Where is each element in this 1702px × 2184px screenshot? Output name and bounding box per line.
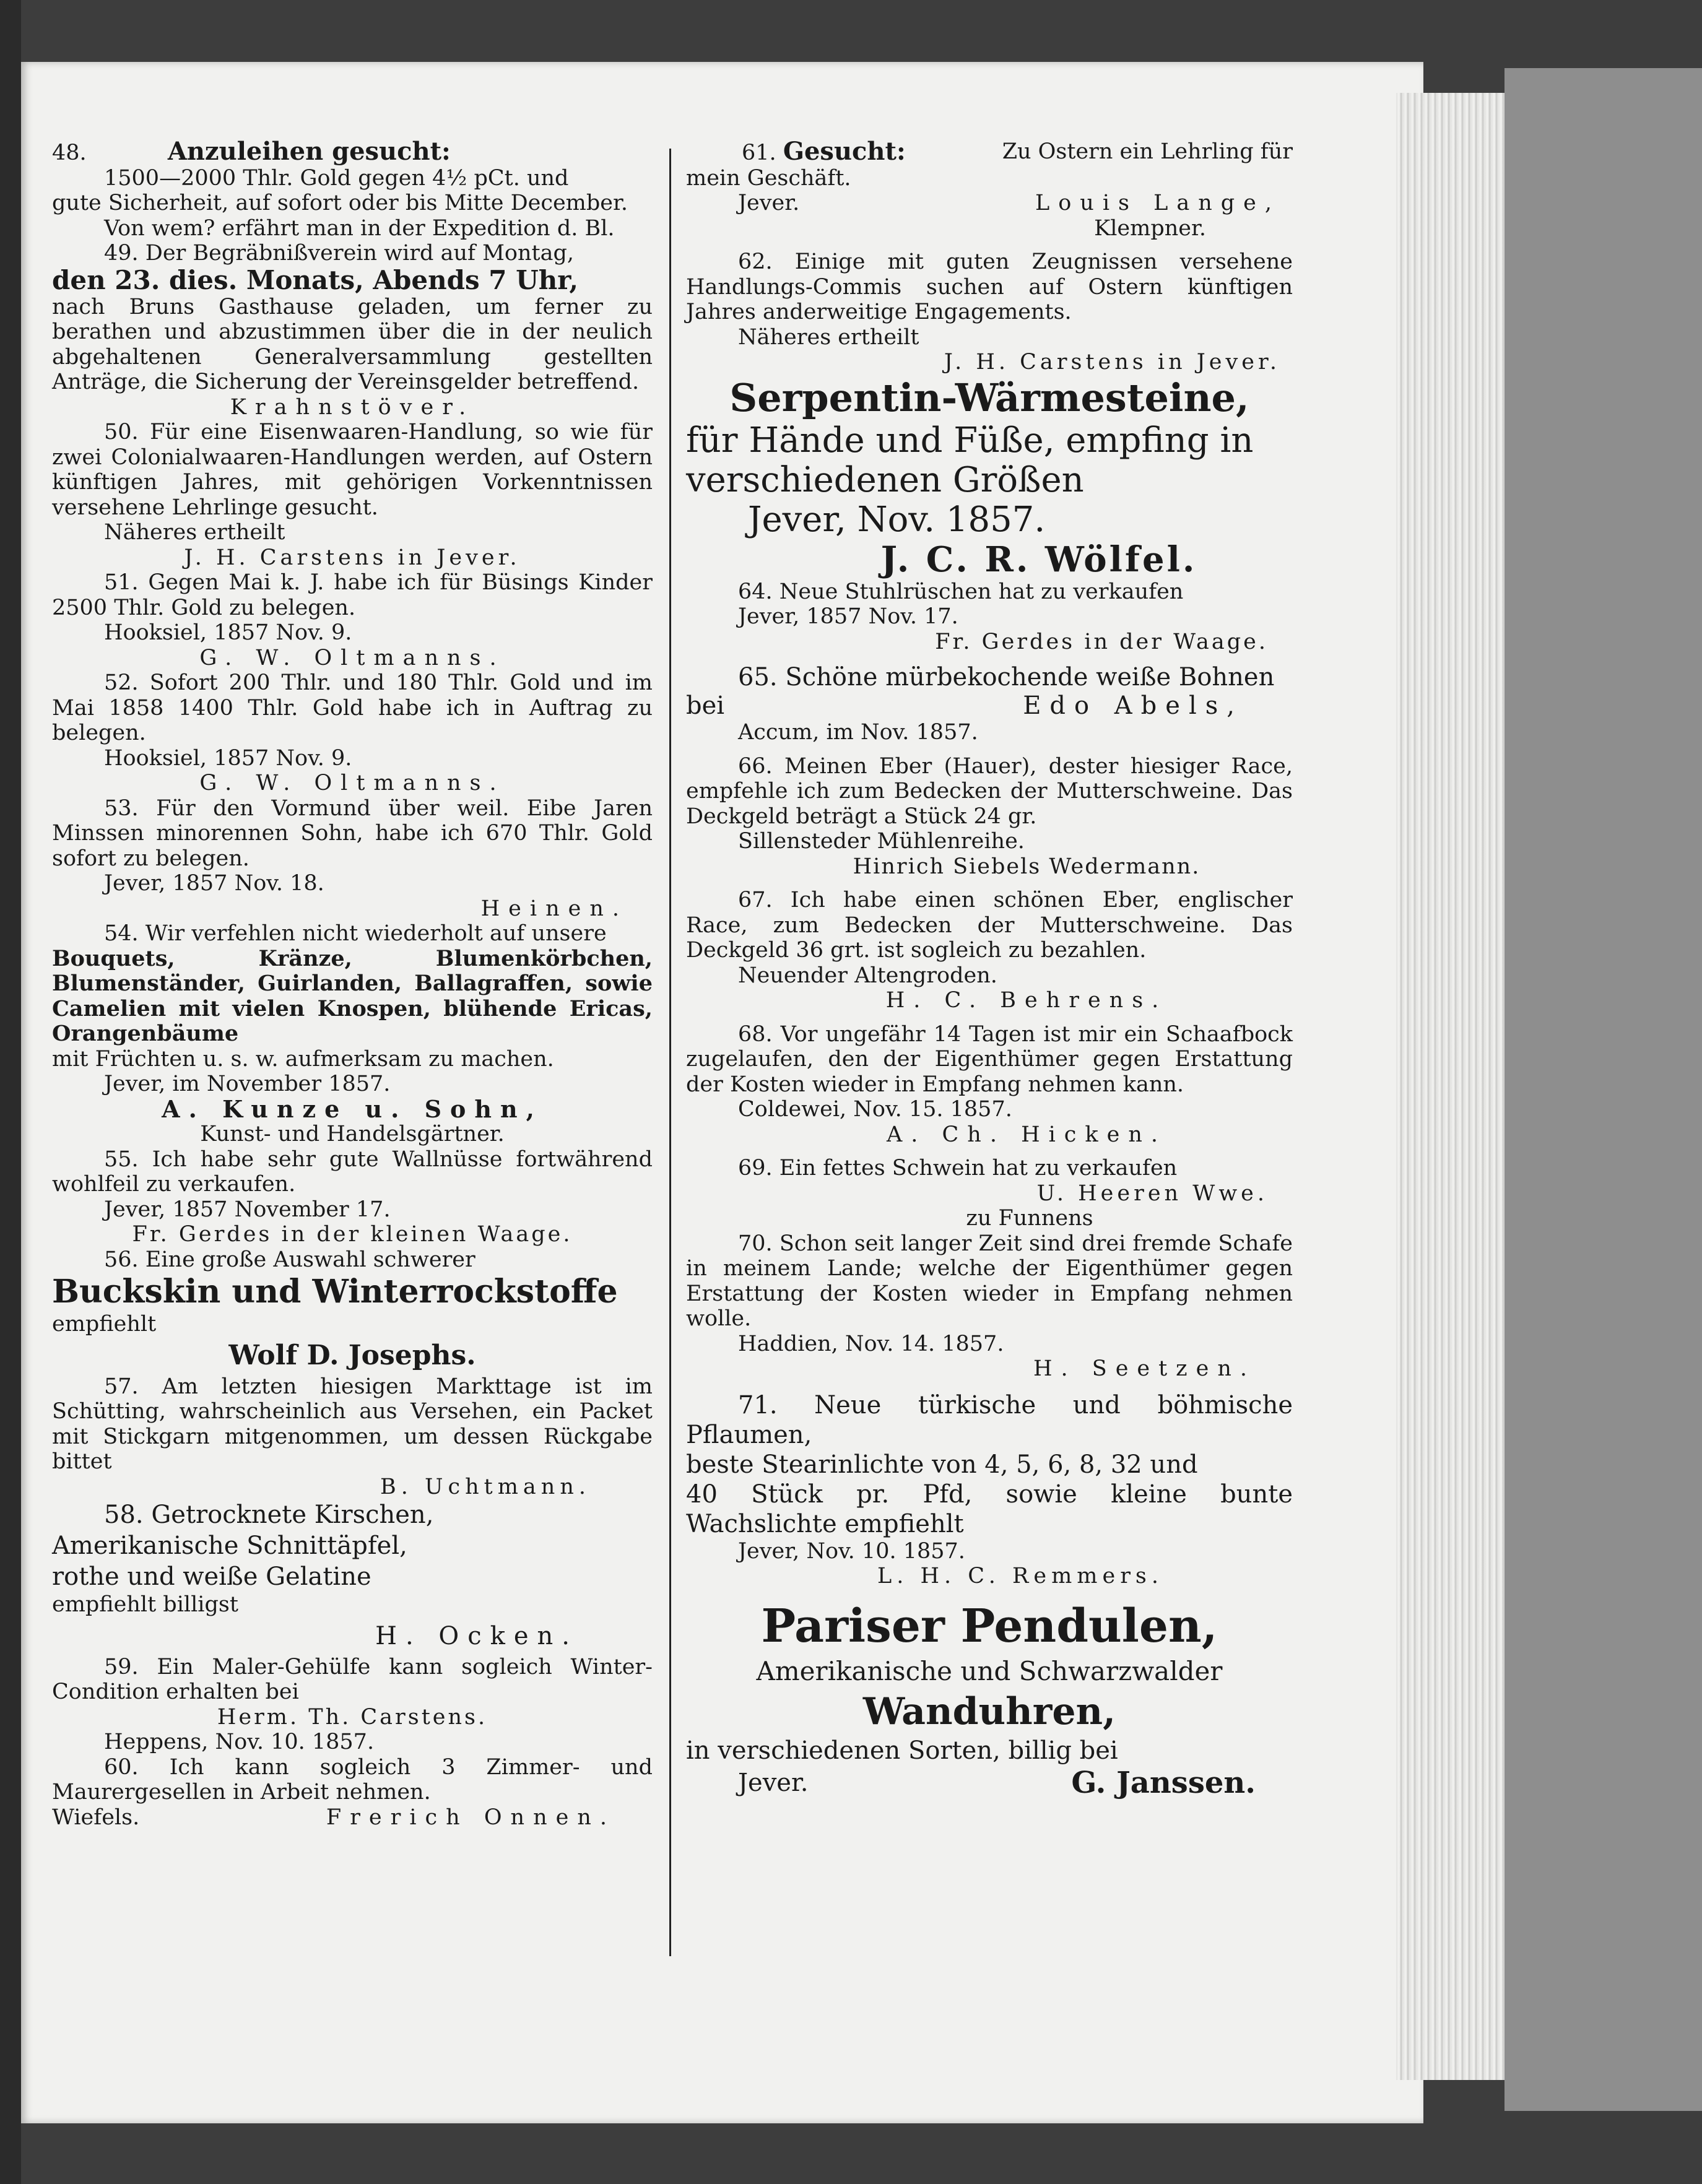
- ad-56: 56. Eine große Auswahl schwerer Buckskin und Winterrockstoffe empfiehlt Wolf D. Josephs.: [52, 1247, 618, 1371]
- ad-61-title: Gesucht:: [783, 137, 906, 166]
- ad-60: 60. Ich kann sogleich 3 Zimmer- und Maurergesellen in Arbeit nehmen. Wiefels. Frerich Onnen.: [52, 1754, 653, 1830]
- ad-72-signature: G. Janssen.: [1071, 1765, 1256, 1800]
- ad-64: 64. Neue Stuhlrüschen hat zu verkaufen Jever, 1857 Nov. 17. Fr. Gerdes in der Waage.: [738, 579, 1268, 654]
- ad-62: 62. Einige mit guten Zeugnissen versehene Handlungs-Commis suchen auf Ostern künftigen Jahres anderweitige Engagements. Näheres ertheilt J. H. Carstens in Jever.: [686, 249, 1293, 375]
- ad-68: 68. Vor ungefähr 14 Tagen ist mir ein Schaafbock zugelaufen, den der Eigenthümer gegen Erstattung der Kosten wieder in Empfang nehmen kann. Coldewei, Nov. 15. 1857. A. Ch. Hicken.: [686, 1021, 1293, 1147]
- right-column: [686, 139, 1293, 1800]
- ad-61: 61. Gesucht: Zu Ostern ein Lehrling für mein Geschäft. Jever. Louis Lange, Klempner.: [686, 137, 1293, 241]
- ad-60-place: Wiefels.: [52, 1805, 140, 1830]
- ad-50: 50. Für eine Eisenwaaren-Handlung, so wie für zwei Colonialwaaren-Handlungen werden, auf Ostern künftigen Jahres, mit gehörigen Vorkenntnissen versehene Lehrlinge gesucht. Näheres ertheilt J. H. Carstens in Jever.: [52, 420, 653, 570]
- ad-48: 48. Anzuleihen gesucht: 1500—2000 Thlr. Gold gegen 4½ pCt. und gute Sicherheit, auf sofort oder bis Mitte December. Von wem? erfährt man in der Expedition d. Bl.: [52, 137, 628, 241]
- ad-65-signature: Edo Abels,: [1023, 691, 1243, 720]
- ad-58: 58. Getrocknete Kirschen, Amerikanische Schnittäpfel, rothe und weiße Gelatine empfiehlt billigst H. Ocken.: [52, 1501, 578, 1650]
- ad-69: 69. Ein fettes Schwein hat zu verkaufen U. Heeren Wwe. zu Funnens: [738, 1156, 1268, 1231]
- ad-70: 70. Schon seit langer Zeit sind drei fremde Schafe in meinem Lande; welche der Eigenthümer gegen Erstattung der Kosten wieder in Empfang nehmen wolle. Haddien, Nov. 14. 1857. H. Seetzen.: [686, 1231, 1293, 1381]
- ad-52: 52. Sofort 200 Thlr. und 180 Thlr. Gold und im Mai 1858 1400 Thlr. Gold habe ich in Auftrag zu belegen. Hooksiel, 1857 Nov. 9. G. W. Oltmanns.: [52, 670, 653, 795]
- ad-67: 67. Ich habe einen schönen Eber, englischer Race, zum Bedecken der Mutterschweine. Das Deckgeld 36 grt. ist sogleich zu bezahlen. Neuender Altengroden. H. C. Behrens.: [686, 888, 1293, 1013]
- ad-65: 65. Schöne mürbekochende weiße Bohnen bei Edo Abels, Accum, im Nov. 1857.: [686, 663, 1293, 745]
- column-divider: [669, 149, 671, 1956]
- ad-60-signature: Frerich Onnen.: [326, 1805, 615, 1830]
- ad-53: 53. Für den Vormund über weil. Eibe Jaren Minssen minorennen Sohn, habe ich 670 Thlr. Gold sofort zu belegen. Jever, 1857 Nov. 18. Heinen.: [52, 795, 653, 921]
- ad-61-rest: Zu Ostern ein Lehrling für: [1002, 139, 1293, 164]
- ad-65-bei: bei: [686, 691, 725, 720]
- ad-63: Serpentin-Wärmesteine, für Hände und Füße, empfing in verschiedenen Größen Jever, Nov. 1857. J. C. R. Wölfel.: [686, 375, 1254, 580]
- ad-61-num: 61.: [742, 141, 776, 165]
- book-spine-shadow: [0, 0, 21, 2184]
- ad-61-signature: Louis Lange,: [1035, 191, 1280, 215]
- ad-59: 59. Ein Maler-Gehülfe kann sogleich Winter-Condition erhalten bei Herm. Th. Carstens. Heppens, Nov. 10. 1857.: [52, 1654, 653, 1754]
- page-stack-edge: [1396, 93, 1506, 2080]
- left-column: [52, 139, 653, 1830]
- ad-66: 66. Meinen Eber (Hauer), dester hiesiger Race, empfehle ich zum Bedecken der Mutterschweine. Das Deckgeld beträgt a Stück 24 gr. Sillensteder Mühlenreihe. Hinrich Siebels Wedermann.: [686, 753, 1293, 879]
- ad-72-place: Jever.: [738, 1768, 809, 1797]
- ad-51: 51. Gegen Mai k. J. habe ich für Büsings Kinder 2500 Thlr. Gold zu belegen. Hooksiel, 1857 Nov. 9. G. W. Oltmanns.: [52, 570, 653, 670]
- ad-72: Pariser Pendulen, Amerikanische und Schwarzwalder Wanduhren, in verschiedenen Sorten, billig bei Jever. G. Janssen.: [686, 1598, 1293, 1800]
- ad-54: 54. Wir verfehlen nicht wiederholt auf unsere Bouquets, Kränze, Blumenkörbchen, Blumenständer, Guirlanden, Ballagraffen, sowie Camelien mit vielen Knospen, blühende Ericas, Orangenbäume mit Früchten u. s. w. aufmerksam zu machen. Jever, im November 1857. A. Kunze u. Sohn, Kunst- und Handelsgärtner.: [52, 921, 653, 1146]
- ad-55: 55. Ich habe sehr gute Wallnüsse fortwährend wohlfeil zu verkaufen. Jever, 1857 November 17. Fr. Gerdes in der kleinen Waage.: [52, 1146, 653, 1247]
- ad-57: 57. Am letzten hiesigen Markttage ist im Schütting, wahrscheinlich aus Versehen, ein Packet mit Stickgarn mitgenommen, um dessen Rückgabe bittet B. Uchtmann.: [52, 1374, 653, 1499]
- book-cover: [1504, 68, 1702, 2111]
- ad-49: 49. Der Begräbnißverein wird auf Montag, den 23. dies. Monats, Abends 7 Uhr, nach Bruns Gasthause geladen, um ferner zu berathen und abzustimmen über die in der neulich abgehaltenen Generalversammlung gestellten Anträge, die Sicherung der Vereinsgelder betreffend. Krahnstöver.: [52, 241, 653, 420]
- ad-61-place: Jever.: [738, 191, 800, 215]
- ad-71: 71. Neue türkische und böhmische Pflaumen, beste Stearinlichte von 4, 5, 6, 8, 32 und 40 Stück pr. Pfd, sowie kleine bunte Wachslichte empfiehlt Jever, Nov. 10. 1857. L. H. C. Remmers.: [686, 1390, 1293, 1588]
